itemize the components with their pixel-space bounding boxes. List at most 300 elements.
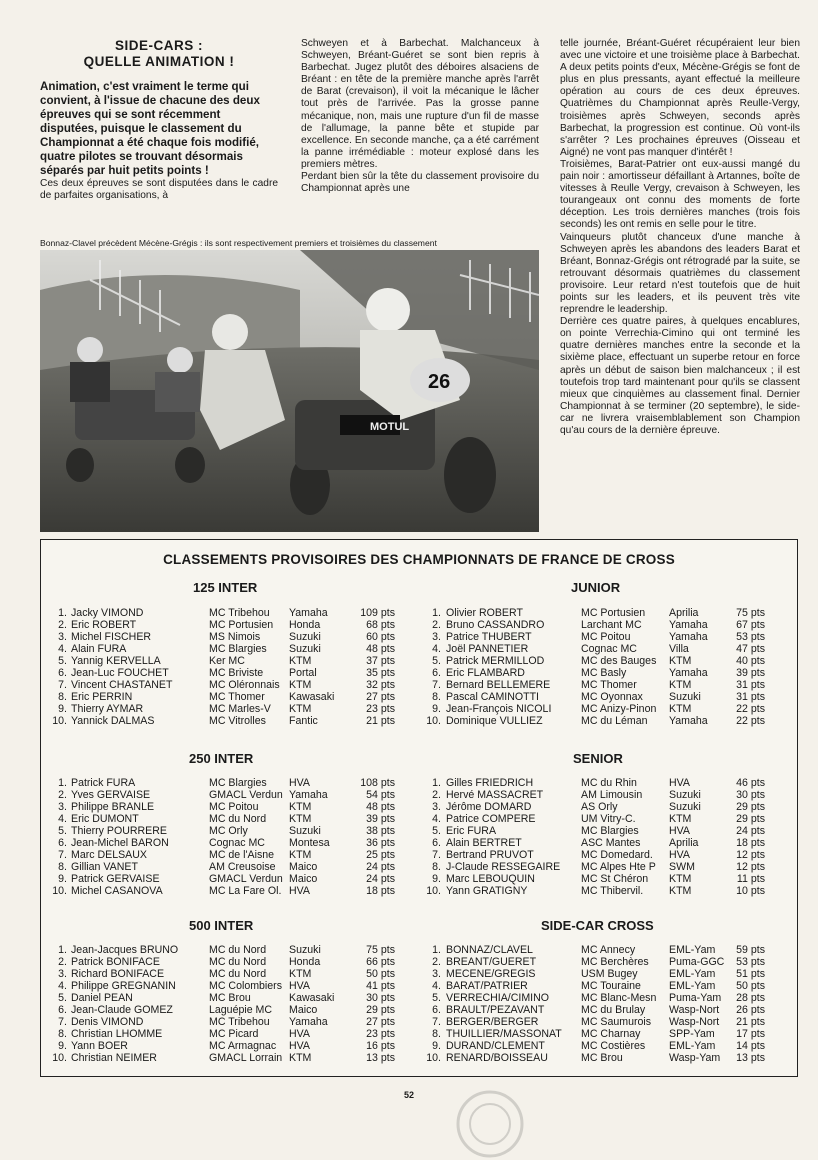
rank: 4. [432, 813, 441, 825]
rider-name: BONNAZ/CLAVEL [446, 944, 533, 956]
table-row [43, 801, 403, 813]
bike-make: HVA [289, 885, 310, 897]
sidecar-photo-illustration [40, 250, 539, 532]
bike-make: Aprilia [669, 837, 699, 849]
bike-make: Yamaha [669, 715, 708, 727]
bike-make: KTM [289, 968, 312, 980]
rank: 2. [432, 956, 441, 968]
points: 30 pts [736, 789, 765, 801]
rider-name: Bernard BELLEMERE [446, 679, 551, 691]
rank: 2. [432, 619, 441, 631]
rank: 4. [432, 980, 441, 992]
points: 29 pts [736, 801, 765, 813]
rank: 6. [432, 837, 441, 849]
rider-name: Jean-François NICOLI [446, 703, 552, 715]
points: 29 pts [736, 813, 765, 825]
club-name: MC du Rhin [581, 777, 637, 789]
points: 25 pts [366, 849, 395, 861]
rank: 8. [432, 1028, 441, 1040]
table-row [423, 643, 783, 655]
rider-name: Jérôme DOMARD [446, 801, 532, 813]
section-title-side-car-cross: SIDE-CAR CROSS [541, 918, 654, 933]
rider-name: Pascal CAMINOTTI [446, 691, 540, 703]
rank: 4. [58, 643, 67, 655]
standings-table-side-car-cross [423, 944, 783, 1064]
bike-make: KTM [669, 679, 692, 691]
article-paragraph: Perdant bien sûr la tête du classement provisoire du Championnat après une [301, 171, 539, 195]
rider-name: Jean-Claude GOMEZ [71, 1004, 173, 1016]
club-name: MC Blargies [581, 825, 639, 837]
points: 22 pts [736, 703, 765, 715]
bike-make: KTM [669, 885, 692, 897]
rank: 1. [58, 944, 67, 956]
rank: 3. [432, 968, 441, 980]
bike-make: KTM [289, 655, 312, 667]
rank: 1. [432, 777, 441, 789]
rank: 6. [432, 1004, 441, 1016]
bike-make: KTM [669, 655, 692, 667]
club-name: GMACL Verdun [209, 873, 283, 885]
points: 27 pts [366, 1016, 395, 1028]
club-name: MC Armagnac [209, 1040, 277, 1052]
club-name: MC du Nord [209, 813, 267, 825]
rider-name: Gilles FRIEDRICH [446, 777, 534, 789]
bike-make: Suzuki [289, 631, 321, 643]
rider-name: Philippe BRANLE [71, 801, 155, 813]
rider-name: Jean-Michel BARON [71, 837, 169, 849]
rank: 1. [432, 944, 441, 956]
table-row [423, 619, 783, 631]
points: 47 pts [736, 643, 765, 655]
points: 108 pts [360, 777, 395, 789]
rider-name: Dominique VULLIEZ [446, 715, 543, 727]
points: 21 pts [366, 715, 395, 727]
rider-name: Denis VIMOND [71, 1016, 144, 1028]
rank: 10. [426, 715, 441, 727]
club-name: MC de l'Aisne [209, 849, 275, 861]
points: 18 pts [736, 837, 765, 849]
bike-make: SWM [669, 861, 695, 873]
bike-make: Yamaha [669, 667, 708, 679]
section-title-500-inter: 500 INTER [189, 918, 254, 933]
rider-name: Gillian VANET [71, 861, 138, 873]
table-row [423, 825, 783, 837]
rider-name: Thierry POURRERE [71, 825, 167, 837]
points: 41 pts [366, 980, 395, 992]
points: 75 pts [736, 607, 765, 619]
rider-name: Eric FURA [446, 825, 497, 837]
club-name: MC La Fare Ol. [209, 885, 282, 897]
table-row [423, 849, 783, 861]
rider-name: BERGER/BERGER [446, 1016, 539, 1028]
table-row [43, 825, 403, 837]
table-row [423, 777, 783, 789]
club-name: MC Portusien [209, 619, 274, 631]
race-plate-number: 26 [428, 371, 451, 393]
bike-make: Suzuki [669, 691, 701, 703]
table-row [43, 667, 403, 679]
club-name: MC Alpes Hte P [581, 861, 656, 873]
club-name: MC Saumurois [581, 1016, 652, 1028]
bike-make: EML-Yam [669, 944, 716, 956]
club-name: GMACL Lorrain [209, 1052, 283, 1064]
club-name: MC St Chéron [581, 873, 649, 885]
table-row [423, 968, 783, 980]
bike-make: Villa [669, 643, 689, 655]
article-title [40, 38, 278, 70]
bike-make: Maico [289, 873, 318, 885]
club-name: MC Charnay [581, 1028, 641, 1040]
article-column-2 [301, 38, 539, 195]
bike-make: Suzuki [289, 825, 321, 837]
table-row [43, 777, 403, 789]
rank: 3. [432, 801, 441, 813]
bike-make: KTM [669, 813, 692, 825]
rank: 10. [52, 715, 67, 727]
rider-name: Hervé MASSACRET [446, 789, 544, 801]
bike-make: SPP-Yam [669, 1028, 715, 1040]
rank: 8. [58, 691, 67, 703]
club-name: MC Thomer [581, 679, 637, 691]
table-row [423, 813, 783, 825]
rank: 5. [58, 655, 67, 667]
points: 12 pts [736, 861, 765, 873]
article-paragraph: Schweyen et à Barbechat. Malchanceux à Schweyen, Bréant-Guéret se sont bien repris à Barbechat. Jugez plutôt des déboires alsaciens de Bréant : en tête de la première manche après l'arrêt de Barat (crevaison), il voit la mécanique le lâcher tout près de l'arrivée. Pas la grosse panne mécanique, non, mais une rupture d'un fil de masse de l'allumage, la panne bête et stupide par excellence. En seconde manche, ça a été carrément la panne irrémédiable : moteur explosé dans les premiers mètres. [301, 38, 539, 170]
section-title-250-inter: 250 INTER [189, 751, 254, 766]
bike-make: HVA [669, 777, 690, 789]
club-name: MC du Léman [581, 715, 648, 727]
points: 27 pts [366, 691, 395, 703]
rank: 2. [58, 619, 67, 631]
points: 59 pts [736, 944, 765, 956]
table-row [423, 861, 783, 873]
points: 32 pts [366, 679, 395, 691]
club-name: MC Colombiers [209, 980, 282, 992]
points: 30 pts [366, 992, 395, 1004]
club-name: ASC Mantes [581, 837, 641, 849]
rank: 3. [58, 968, 67, 980]
rank: 7. [432, 1016, 441, 1028]
table-row [423, 1028, 783, 1040]
rank: 3. [58, 801, 67, 813]
rank: 10. [426, 885, 441, 897]
article-title-line-2: QUELLE ANIMATION ! [83, 54, 235, 69]
points: 46 pts [736, 777, 765, 789]
table-row [43, 813, 403, 825]
rider-name: Yves GERVAISE [71, 789, 151, 801]
club-name: MC Anizy-Pinon [581, 703, 657, 715]
club-name: UM Vitry-C. [581, 813, 636, 825]
rider-name: THUILLIER/MASSONAT [446, 1028, 562, 1040]
bike-make: HVA [669, 849, 690, 861]
points: 50 pts [736, 980, 765, 992]
rank: 2. [432, 789, 441, 801]
club-name: MC Picard [209, 1028, 259, 1040]
bike-make: KTM [289, 679, 312, 691]
points: 54 pts [366, 789, 395, 801]
points: 29 pts [366, 1004, 395, 1016]
article-paragraph: telle journée, Bréant-Guéret récupéraient leur bien avec une victoire et une troisième place à Barbechat. A deux petits points d'eux, Mécène-Grégis se font de plus en plus pressants, ayant effectué la meilleure opération au cours de ces deux épreuves. Quatrièmes du Championnat après Reulle-Vergy, troisièmes après Schweyen, seconds après Barbechat, la progression est continue. Où vont-ils s'arrêter ? Les prochaines épreuves (Oisseau et Aigné) ne vont pas manquer d'intérêt ! [560, 38, 800, 158]
bike-make: Yamaha [669, 619, 708, 631]
table-row [423, 837, 783, 849]
rider-name: Jean-Jacques BRUNO [71, 944, 179, 956]
rider-name: Yannig KERVELLA [71, 655, 161, 667]
rider-name: Eric DUMONT [71, 813, 139, 825]
club-name: MC Oléronnais [209, 679, 280, 691]
bike-make: EML-Yam [669, 980, 716, 992]
points: 24 pts [366, 873, 395, 885]
bike-make: KTM [289, 801, 312, 813]
club-name: MC Tribehou [209, 607, 270, 619]
points: 26 pts [736, 1004, 765, 1016]
points: 36 pts [366, 837, 395, 849]
table-row [423, 679, 783, 691]
points: 35 pts [366, 667, 395, 679]
table-row [423, 655, 783, 667]
rider-name: Patrick FURA [71, 777, 136, 789]
bike-make: Kawasaki [289, 691, 335, 703]
rider-name: Yann BOER [71, 1040, 128, 1052]
table-row [423, 992, 783, 1004]
club-name: MC Berchères [581, 956, 649, 968]
table-row [423, 715, 783, 727]
club-name: MC Touraine [581, 980, 641, 992]
table-row [43, 1040, 403, 1052]
rank: 10. [426, 1052, 441, 1064]
bike-make: Wasp-Nort [669, 1016, 720, 1028]
club-name: MC du Nord [209, 956, 267, 968]
rank: 6. [58, 1004, 67, 1016]
table-row [423, 789, 783, 801]
rider-name: Daniel PEAN [71, 992, 133, 1004]
article-paragraph: Troisièmes, Barat-Patrier ont eux-aussi mangé du pain noir : amortisseur défaillant à Artannes, boîte de vitesses à Reulle Vergy, crevaison à Schweyen, les tourangeaux ont connu des moments de forte déception. Les trois dernières manches (trois fois seconds) les ont remis en selle pour le titre. [560, 158, 800, 231]
table-row [423, 703, 783, 715]
points: 37 pts [366, 655, 395, 667]
table-row [423, 691, 783, 703]
table-row [43, 873, 403, 885]
race-photo [40, 250, 539, 532]
table-row [423, 873, 783, 885]
section-title-senior: SENIOR [573, 751, 623, 766]
table-row [423, 667, 783, 679]
table-row [43, 956, 403, 968]
bike-make: Montesa [289, 837, 330, 849]
table-row [43, 968, 403, 980]
bike-make: Maico [289, 1004, 318, 1016]
bike-make: HVA [289, 1040, 310, 1052]
standings-table-senior [423, 777, 783, 897]
club-name: MC Blargies [209, 777, 267, 789]
rank: 9. [58, 1040, 67, 1052]
rank: 9. [58, 873, 67, 885]
points: 24 pts [366, 861, 395, 873]
bike-make: KTM [289, 849, 312, 861]
points: 53 pts [736, 631, 765, 643]
rank: 3. [58, 631, 67, 643]
points: 11 pts [736, 873, 765, 885]
rank: 7. [58, 1016, 67, 1028]
points: 24 pts [736, 825, 765, 837]
rank: 5. [432, 825, 441, 837]
rank: 10. [52, 885, 67, 897]
bike-make: KTM [669, 703, 692, 715]
rank: 1. [58, 607, 67, 619]
table-row [423, 980, 783, 992]
club-name: MC Tribehou [209, 1016, 270, 1028]
points: 40 pts [736, 655, 765, 667]
bike-make: Suzuki [289, 643, 321, 655]
points: 18 pts [366, 885, 395, 897]
bike-make: HVA [669, 825, 690, 837]
rank: 6. [58, 667, 67, 679]
rank: 7. [432, 679, 441, 691]
club-name: MC Brou [209, 992, 251, 1004]
rank: 6. [432, 667, 441, 679]
table-row [43, 885, 403, 897]
club-name: MC Portusien [581, 607, 646, 619]
results-title: CLASSEMENTS PROVISOIRES DES CHAMPIONNATS DE FRANCE DE CROSS [163, 552, 675, 567]
rank: 4. [432, 643, 441, 655]
table-row [43, 643, 403, 655]
bike-make: Puma-Yam [669, 992, 722, 1004]
rider-name: Jacky VIMOND [71, 607, 144, 619]
rank: 8. [432, 861, 441, 873]
rank: 5. [432, 992, 441, 1004]
rider-name: Thierry AYMAR [71, 703, 144, 715]
rider-name: Patrice THUBERT [446, 631, 532, 643]
standings-table-250-inter [43, 777, 403, 897]
bike-make: Yamaha [289, 607, 328, 619]
club-name: MC Thomer [209, 691, 265, 703]
bike-make: KTM [289, 703, 312, 715]
rank: 5. [58, 992, 67, 1004]
rider-name: MECENE/GREGIS [446, 968, 536, 980]
club-name: MC Poitou [581, 631, 631, 643]
rank: 7. [58, 679, 67, 691]
rank: 10. [52, 1052, 67, 1064]
rider-name: Christian NEIMER [71, 1052, 157, 1064]
club-name: MC Oyonnax [581, 691, 643, 703]
table-row [43, 1016, 403, 1028]
rank: 9. [432, 873, 441, 885]
rank: 4. [58, 813, 67, 825]
club-name: MC du Nord [209, 944, 267, 956]
points: 22 pts [736, 715, 765, 727]
bike-make: Suzuki [669, 789, 701, 801]
club-name: AM Limousin [581, 789, 643, 801]
bike-make: Suzuki [289, 944, 321, 956]
points: 28 pts [736, 992, 765, 1004]
points: 23 pts [366, 703, 395, 715]
club-name: MC Orly [209, 825, 248, 837]
bike-make: Wasp-Yam [669, 1052, 721, 1064]
rider-name: RENARD/BOISSEAU [446, 1052, 548, 1064]
article-lead: Animation, c'est vraiment le terme qui convient, à l'issue de chacune des deux épreuves qui se sont récemment disputées, puisque le classement du Championnat a été chaque fois modifié, quatre pilotes se trouvant désormais séparés par huit petits points ! [40, 80, 260, 177]
club-name: Cognac MC [209, 837, 265, 849]
rank: 7. [58, 849, 67, 861]
rank: 1. [58, 777, 67, 789]
bike-make: Honda [289, 619, 321, 631]
club-name: MC Vitrolles [209, 715, 266, 727]
bike-make: Portal [289, 667, 317, 679]
table-row [43, 703, 403, 715]
bike-make: Maico [289, 861, 318, 873]
points: 66 pts [366, 956, 395, 968]
points: 38 pts [366, 825, 395, 837]
rank: 9. [432, 703, 441, 715]
rider-name: J-Claude RESSEGAIRE [446, 861, 561, 873]
points: 13 pts [736, 1052, 765, 1064]
table-row [423, 1004, 783, 1016]
club-name: MC du Nord [209, 968, 267, 980]
standings-table-125-inter [43, 607, 403, 727]
rider-name: Patrice COMPERE [446, 813, 536, 825]
bike-make: HVA [289, 777, 310, 789]
club-name: AM Creusoise [209, 861, 276, 873]
table-row [43, 980, 403, 992]
bike-make: KTM [289, 1052, 312, 1064]
table-row [43, 715, 403, 727]
rider-name: Olivier ROBERT [446, 607, 523, 619]
table-row [423, 801, 783, 813]
bike-make: Honda [289, 956, 321, 968]
table-row [423, 1052, 783, 1064]
bike-make: Yamaha [289, 1016, 328, 1028]
bike-make: Suzuki [669, 801, 701, 813]
points: 67 pts [736, 619, 765, 631]
rank: 6. [58, 837, 67, 849]
rider-name: Patrick MERMILLOD [446, 655, 545, 667]
club-name: GMACL Verdun [209, 789, 283, 801]
table-row [423, 1040, 783, 1052]
rider-name: Eric PERRIN [71, 691, 133, 703]
article-title-line-1: SIDE-CARS : [114, 38, 203, 53]
rider-name: Michel CASANOVA [71, 885, 163, 897]
table-row [43, 861, 403, 873]
rider-name: Eric FLAMBARD [446, 667, 525, 679]
table-row [43, 849, 403, 861]
points: 14 pts [736, 1040, 765, 1052]
rider-name: Alain BERTRET [446, 837, 522, 849]
points: 48 pts [366, 801, 395, 813]
rank: 8. [432, 691, 441, 703]
club-name: MC Poitou [209, 801, 259, 813]
bike-make: HVA [289, 1028, 310, 1040]
rank: 2. [58, 956, 67, 968]
rider-name: Michel FISCHER [71, 631, 152, 643]
rank: 5. [58, 825, 67, 837]
rider-name: Alain FURA [71, 643, 127, 655]
rank: 1. [432, 607, 441, 619]
table-row [423, 607, 783, 619]
rank: 9. [58, 703, 67, 715]
rank: 9. [432, 1040, 441, 1052]
club-name: MC du Brulay [581, 1004, 646, 1016]
section-title-junior: JUNIOR [571, 580, 621, 595]
table-row [423, 1016, 783, 1028]
rider-name: Richard BONIFACE [71, 968, 165, 980]
article-paragraph: Vainqueurs plutôt chanceux d'une manche à Schweyen après les abandons des leaders Barat et Bréant, Bonnaz-Grégis ont rétrogradé par la suite, se retrouvant désormais quatrièmes du classement provisoire. Leur retard n'est toutefois que de huit points sur les leaders, et ils peuvent très vite reprendre le leadership. [560, 231, 800, 316]
bike-make: EML-Yam [669, 968, 716, 980]
points: 17 pts [736, 1028, 765, 1040]
rider-name: Yann GRATIGNY [446, 885, 528, 897]
points: 50 pts [366, 968, 395, 980]
rider-name: Patrick BONIFACE [71, 956, 160, 968]
club-name: MC Brou [581, 1052, 623, 1064]
rank: 5. [432, 655, 441, 667]
club-name: MC Marles-V [209, 703, 271, 715]
rider-name: DURAND/CLEMENT [446, 1040, 545, 1052]
